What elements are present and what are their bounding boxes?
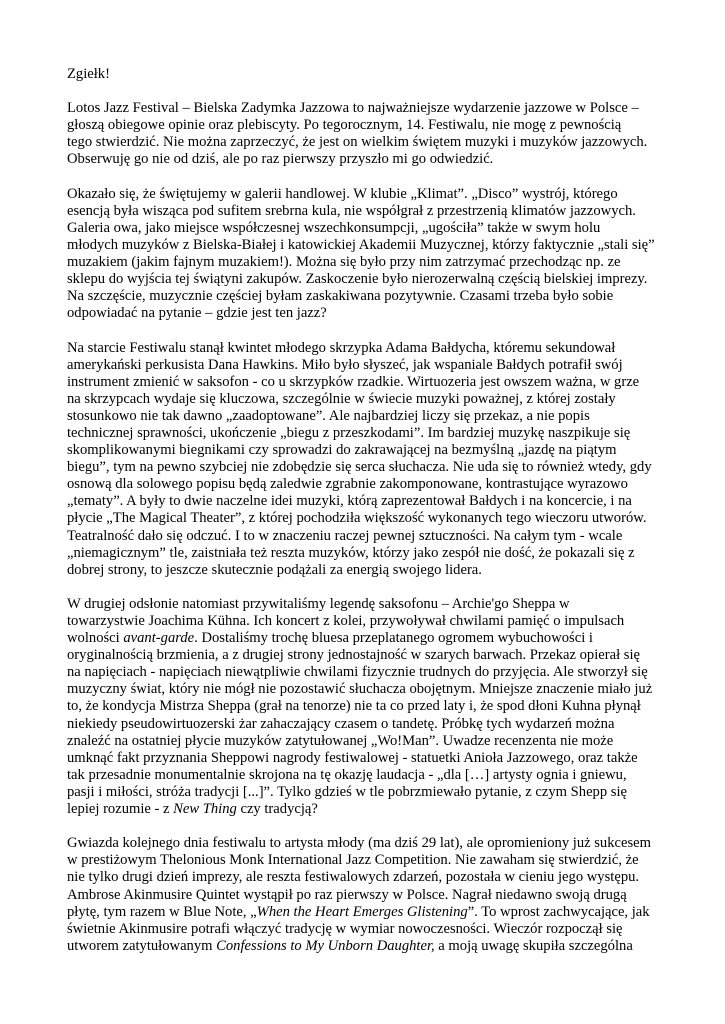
text-run: tego stwierdzić. Nie można zaprzeczyć, że jest on wielkim świętem muzyki i muzyków jazzowych.	[67, 134, 648, 151]
text-run: lepiej rozumie - z	[67, 801, 174, 818]
text-run: amerykański perkusista Dana Hawkins. Miło było słyszeć, jak wspaniale Bałdych potrafił swój	[67, 356, 623, 373]
text-line	[67, 510, 667, 527]
italic-title: avant-garde	[123, 630, 195, 647]
text-line	[67, 613, 667, 630]
text-run: instrument zmienić w saksofon - co u skrzypków rzadkie. Wirtuozeria jest owszem ważna, w grze	[67, 373, 640, 390]
text-run: Okazało się, że świętujemy w galerii handlowej. W klubie „Klimat”. „Disco” wystrój, którego	[67, 185, 618, 202]
text-line	[67, 596, 667, 613]
text-line	[67, 733, 667, 750]
text-line	[67, 887, 667, 904]
text-run: Teatralność dało się odczuć. I to w znaczeniu raczej pewnej sztuczności. Na całym tym - wcale	[67, 527, 623, 544]
text-run: „niemagicznym” tle, zaistniała też reszta muzyków, którzy jako zespół nie dość, że pokazali się z	[67, 544, 635, 561]
text-run: niekiedy pseudowirtuozerski żar zahaczający czasem o tandetę. Próbkę tych wydarzeń można	[67, 715, 615, 732]
text-line	[67, 630, 667, 647]
text-run: pasji i miłości, stróża tradycji [...]”. Tylko gdzieś w tle pobrzmiewało pytanie, z czym Shepp się	[67, 783, 628, 800]
text-run: Na szczęście, muzycznie częściej byłam zaskakiwana pozytywnie. Czasami trzeba było sobie	[67, 288, 614, 305]
text-line	[67, 545, 667, 562]
text-line	[67, 835, 667, 852]
text-run: ”. To wprost zachwycające, jak	[467, 903, 650, 920]
text-run: to, że kondycja Mistrza Sheppa (grał na tenorze) nie ta co przed laty i, że spod dłoni Kuhna płynął	[67, 698, 641, 715]
text-line	[67, 425, 667, 442]
text-line	[67, 288, 667, 305]
paragraph	[67, 186, 667, 323]
text-run: nie tylko drugi dzień imprezy, ale reszta festiwalowych zdarzeń, pozostała w cieniu jego występu.	[67, 869, 640, 886]
text-line	[67, 750, 667, 767]
text-line	[67, 801, 667, 818]
text-run: na napięciach - napięciach niewątpliwie chwilami fizycznie trudnych do przyjęcia. Ale stworzył się	[67, 664, 648, 681]
text-line	[67, 476, 667, 493]
text-line	[67, 203, 667, 220]
text-line	[67, 681, 667, 698]
text-line	[67, 186, 667, 203]
text-run: płycie „The Magical Theater”, z której pochodziła większość wykonanych tego wieczoru utworów.	[67, 510, 647, 527]
paragraph	[67, 835, 667, 955]
text-run: a moją uwagę skupiła szczególna	[434, 937, 633, 954]
text-line	[67, 767, 667, 784]
text-line	[67, 254, 667, 271]
text-line	[67, 647, 667, 664]
text-line	[67, 374, 667, 391]
document-page	[67, 66, 667, 972]
text-run: oryginalnością brzmienia, a z drugiej strony jednostajność w szarych barwach. Przekaz opierał się	[67, 647, 640, 664]
text-line	[67, 459, 667, 476]
text-line	[67, 357, 667, 374]
text-run: technicznej sprawności, ukończenie „biegu z przeszkodami”. Im bardziej muzykę naszpikuje się	[67, 424, 631, 441]
text-line	[67, 528, 667, 545]
text-run: muzyczny świat, który nie mógł nie pozostawić słuchacza obojętnym. Mniejsze znaczenie miało już	[67, 681, 653, 698]
text-run: tak przesadnie monumentalnie skrojona na tę okazję laudacja - „dla […] artysty ognia i gniewu,	[67, 766, 627, 783]
paragraph	[67, 100, 667, 168]
text-run: skomplikowanymi biegnikami czy sprowadzi do zakrawającej na bezmyślną „jazdę na piątym	[67, 442, 617, 459]
text-run: Lotos Jazz Festival – Bielska Zadymka Jazzowa to najważniejsze wydarzenie jazzowe w Polsce –	[67, 100, 639, 117]
text-run: czy tradycją?	[236, 801, 318, 818]
text-line	[67, 271, 667, 288]
text-line	[67, 442, 667, 459]
italic-title: New Thing	[173, 801, 237, 818]
text-run: muzakiem (jakim fajnym muzakiem!). Można się było przy nim zatrzymać przechodząc np. ze	[67, 254, 621, 271]
text-run: płytę, tym razem w Blue Note, „	[67, 903, 257, 920]
text-line	[67, 340, 667, 357]
text-run: odpowiadać na pytanie – gdzie jest ten jazz?	[67, 305, 327, 322]
text-run: W drugiej odsłonie natomiast przywitaliśmy legendę saksofonu – Archie'go Sheppa w	[67, 595, 570, 612]
text-line	[67, 716, 667, 733]
text-line	[67, 852, 667, 869]
text-line	[67, 237, 667, 254]
text-run: „tematy”. A były to dwie naczelne idei muzyki, którą zaprezentował Bałdych i na koncercie, i na	[67, 493, 632, 510]
article-body	[67, 100, 667, 955]
text-line	[67, 784, 667, 801]
italic-title: Confessions to My Unborn Daughter,	[216, 937, 435, 954]
text-line	[67, 100, 667, 117]
text-line	[67, 493, 667, 510]
text-line	[67, 869, 667, 886]
text-run: stosunkowo nie tak dawno „zaadoptowane”. Ale najbardziej liczy się przekaz, a nie popis	[67, 407, 590, 424]
text-line	[67, 921, 667, 938]
text-run: esencją była wisząca pod sufitem srebrna kula, nie współgrał z przestrzenią klimatów jazzowych.	[67, 202, 636, 219]
text-line	[67, 391, 667, 408]
text-run: utworem zatytułowanym	[67, 937, 217, 954]
text-line	[67, 904, 667, 921]
text-run: wolności	[67, 630, 124, 647]
text-line	[67, 305, 667, 322]
text-line	[67, 220, 667, 237]
text-run: umknąć fakt przyznania Sheppowi nagrody festiwalowej - statuetki Anioła Jazzowego, oraz także	[67, 749, 638, 766]
salutation: Zgiełk!	[67, 66, 110, 82]
text-run: świetnie Akinmusire potrafi włączyć tradycję w wymiar nowoczesności. Wieczór rozpoczął się	[67, 920, 623, 937]
text-run: biegu”, tym na pewno szybciej nie zdobędzie się serca słuchacza. Nie uda się to również wtedy, gdy	[67, 459, 652, 476]
text-line	[67, 134, 667, 151]
text-line	[67, 151, 667, 168]
text-run: głoszą obiegowe opinie oraz plebiscyty. Po tegorocznym, 14. Festiwalu, nie mogę z pewnością	[67, 117, 622, 134]
text-line	[67, 938, 667, 955]
paragraph	[67, 340, 667, 579]
text-run: dobrej strony, to jeszcze skutecznie podążali za energią swojego lidera.	[67, 561, 482, 578]
text-run: na skrzypcach wydaje się kluczowa, szczególnie w świecie muzyki poważnej, z której zostały	[67, 390, 616, 407]
text-run: towarzystwie Joachima Kühna. Ich koncert z kolei, przywoływał chwilami pamięć o impulsach	[67, 613, 625, 629]
text-line	[67, 117, 667, 134]
text-run: Galeria owa, jako miejsce współczesnej wszechkonsumpcji, „ugościła” także w swym holu	[67, 219, 601, 236]
text-line	[67, 408, 667, 425]
text-run: sklepu do wyjścia tej świątyni zakupów. Zaskoczenie było nierozerwalną częścią bielskiej imprezy.	[67, 271, 648, 288]
italic-title: When the Heart Emerges Glistening	[256, 903, 468, 920]
text-line	[67, 698, 667, 715]
text-line	[67, 562, 667, 579]
text-run: Na starcie Festiwalu stanął kwintet młodego skrzypka Adama Bałdycha, któremu sekundował	[67, 339, 616, 356]
text-run: Gwiazda kolejnego dnia festiwalu to artysta młody (ma dziś 29 lat), ale opromieniony już sukcesem	[67, 835, 651, 852]
text-run: . Dostaliśmy trochę bluesa przeplatanego ogromem wybuchowości i	[194, 630, 593, 647]
text-run: w prestiżowym Thelonious Monk International Jazz Competition. Nie zawaham się stwierdzić, że	[67, 852, 639, 869]
text-run: młodych muzyków z Bielska-Białej i katowickiej Akademii Muzycznej, którzy faktycznie „stali się”	[67, 236, 655, 253]
text-run: Obserwuję go nie od dziś, ale po raz pierwszy przyszło mi go odwiedzić.	[67, 151, 494, 168]
paragraph	[67, 596, 667, 818]
text-run: znaleźć na ostatniej płycie muzyków zatytułowanej „Wo!Man”. Uwadze recenzenta nie może	[67, 732, 614, 749]
text-line	[67, 664, 667, 681]
text-run: osnową dla solowego popisu będą zaledwie zgrabnie zakomponowane, kontrastujące wyrazowo	[67, 476, 628, 493]
text-run: Ambrose Akinmusire Quintet wystąpił po raz pierwszy w Polsce. Nagrał niedawno swoją drugą	[67, 886, 627, 903]
